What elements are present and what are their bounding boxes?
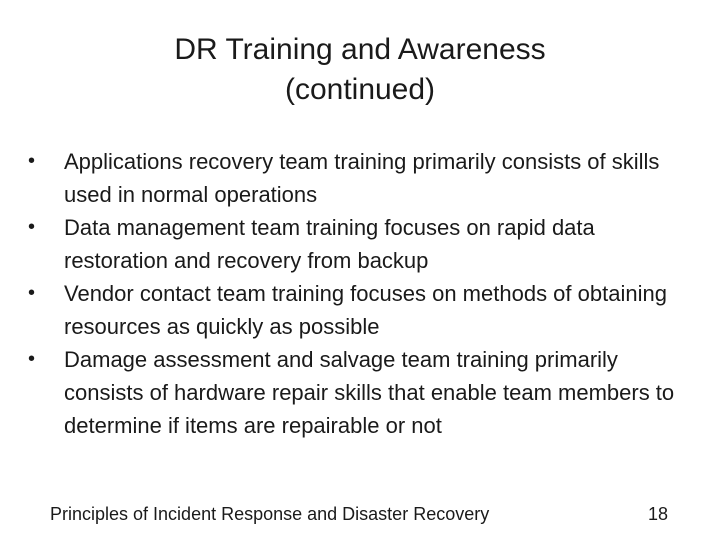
bullet-text: Data management team training focuses on rapid data restoration and recovery from backup <box>64 215 595 273</box>
page-number: 18 <box>648 504 669 524</box>
bullet-item <box>28 145 698 211</box>
bullet-list <box>28 145 698 442</box>
bullet-marker: • <box>28 282 36 304</box>
bullet-marker: • <box>28 348 36 370</box>
bullet-item <box>28 211 698 277</box>
bullet-text: Vendor contact team training focuses on methods of obtaining resources as quickly as possible <box>64 281 667 339</box>
bullet-marker: • <box>28 150 36 172</box>
bullet-marker: • <box>28 216 36 238</box>
slide-title-line-2: (continued) <box>284 73 436 106</box>
bullet-item <box>28 343 698 442</box>
slide-title-line-1: DR Training and Awareness <box>174 33 546 66</box>
bullet-text: Damage assessment and salvage team training primarily consists of hardware repair skills that enable team members to determine if items are repairable or not <box>64 347 675 438</box>
bullet-item <box>28 277 698 343</box>
slide-title <box>60 30 660 110</box>
bullet-text: Applications recovery team training primarily consists of skills used in normal operations <box>64 149 660 207</box>
slide-footer: Principles of Incident Response and Disaster Recovery <box>50 504 490 524</box>
